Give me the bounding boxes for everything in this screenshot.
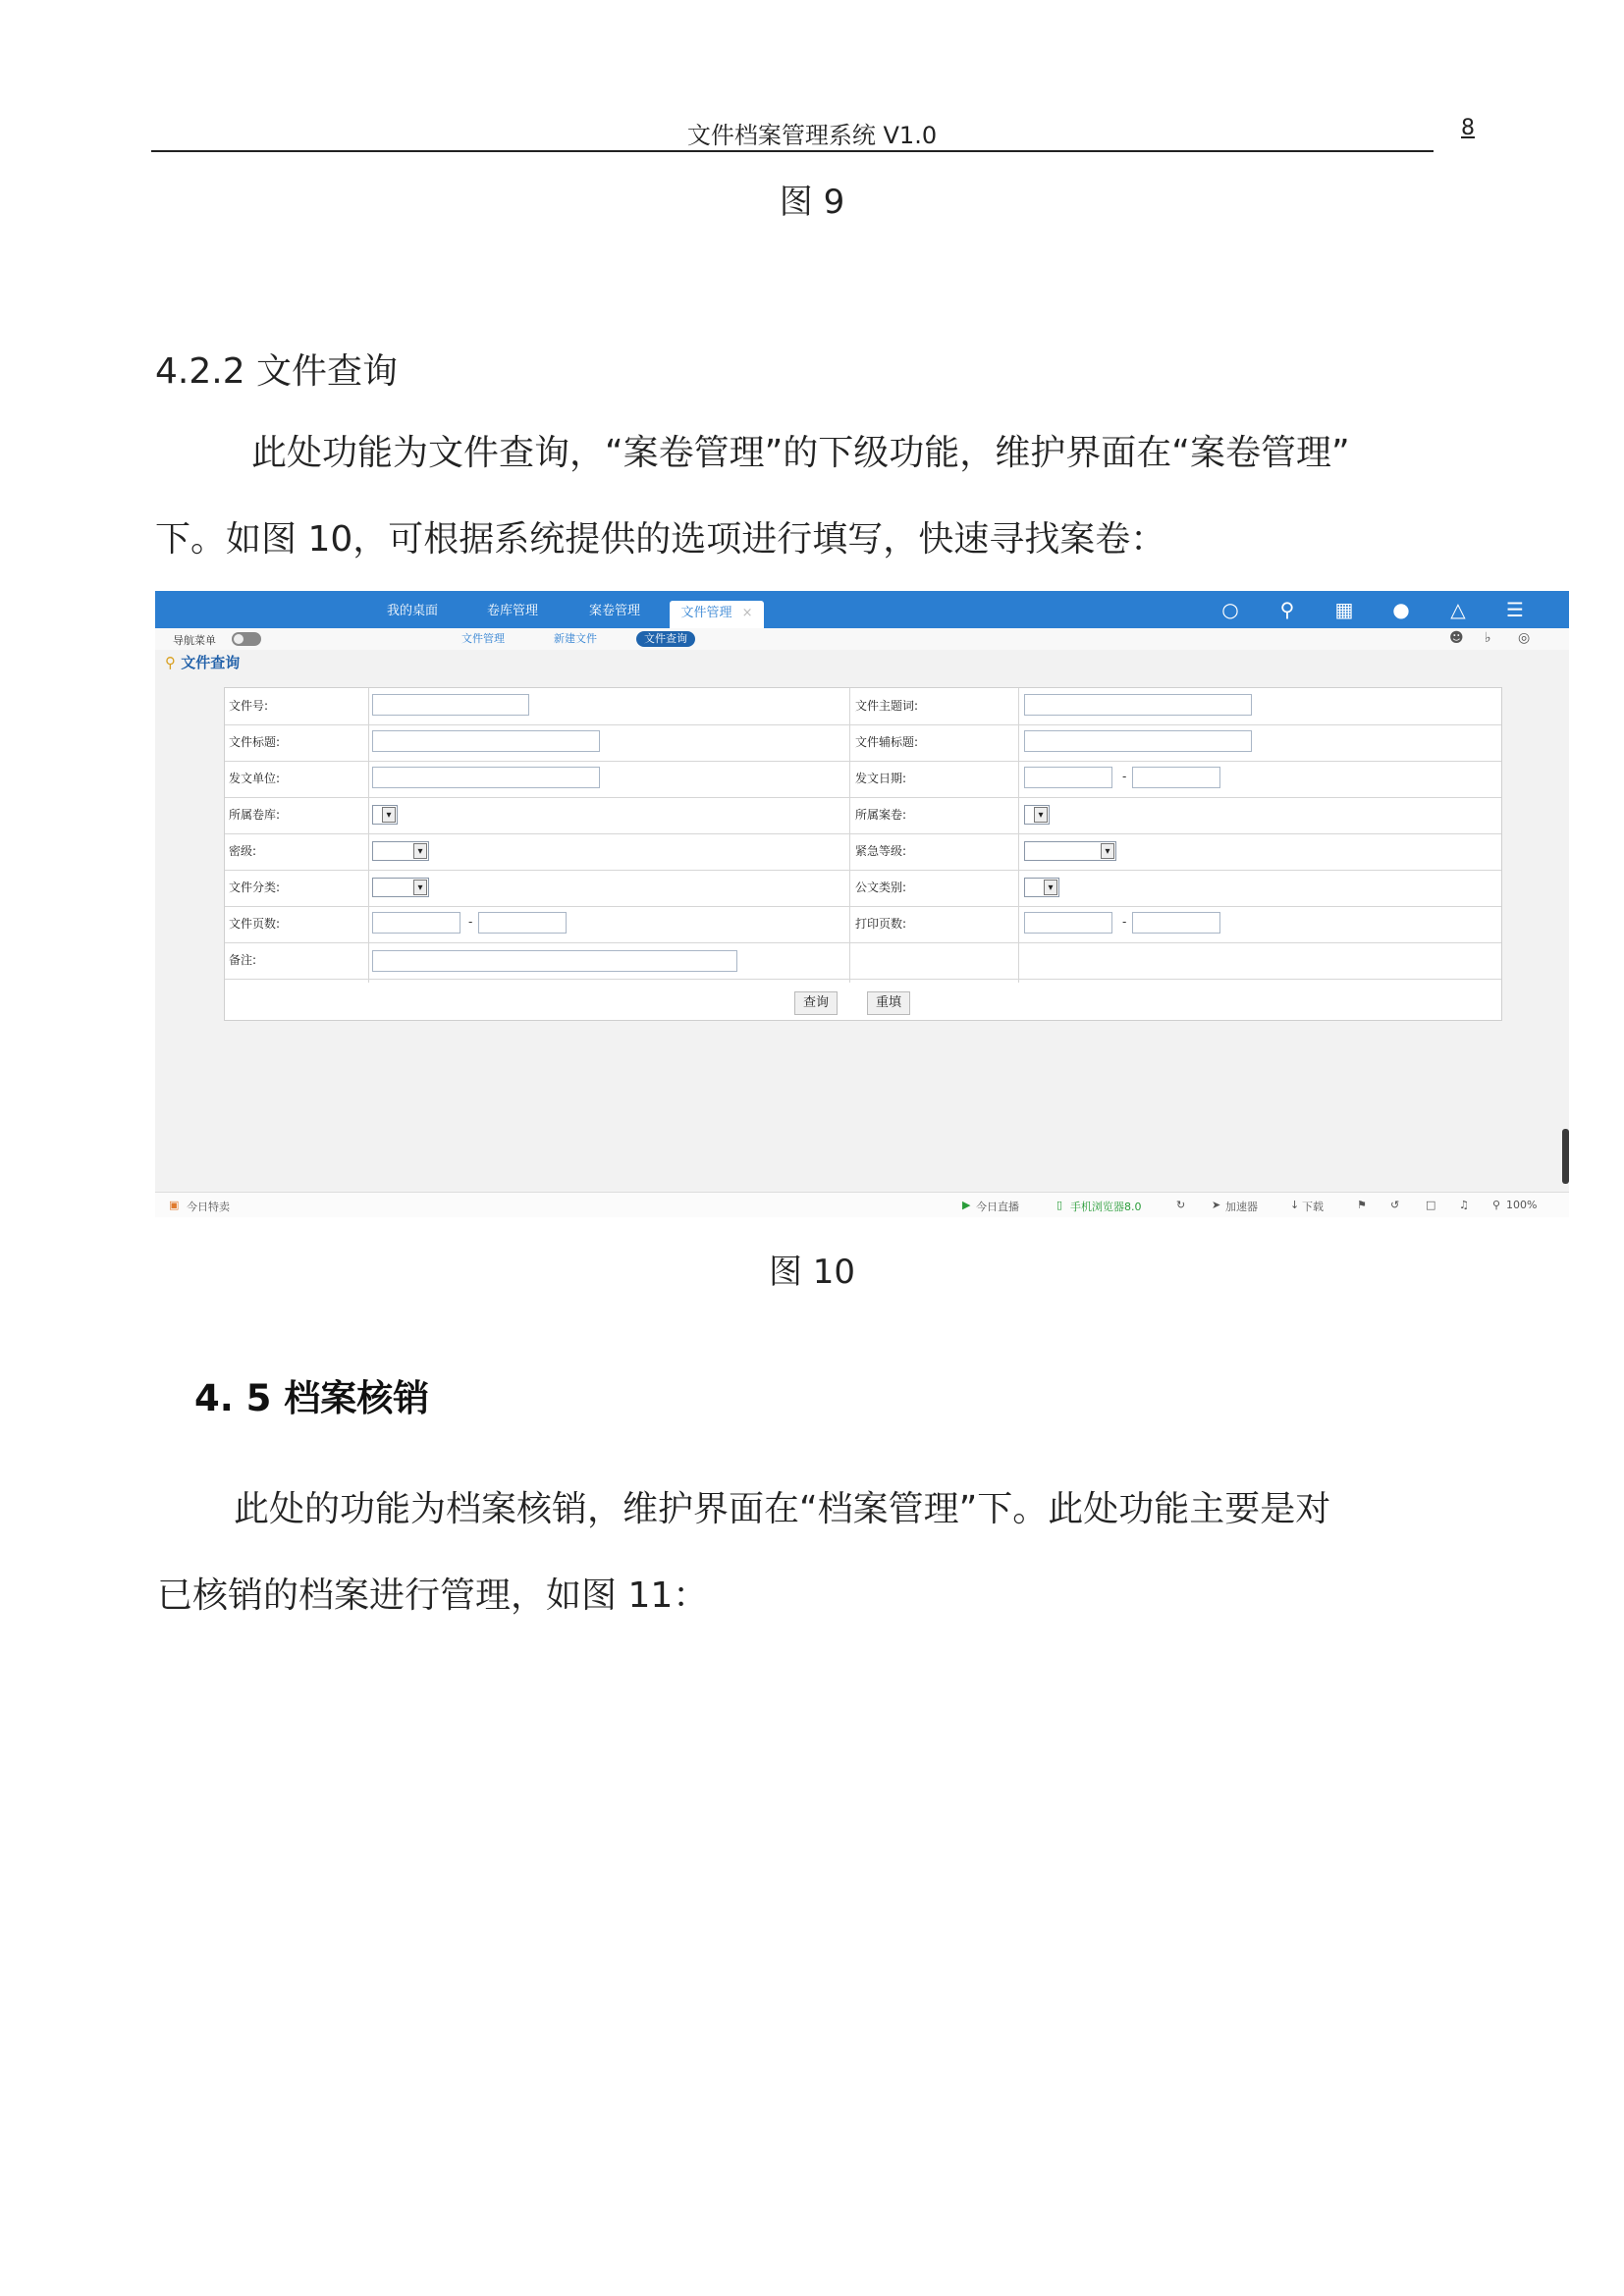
- gift-icon: ▣: [169, 1199, 180, 1211]
- label-doc-type: 公文类别:: [855, 881, 907, 894]
- query-section-title-text: 文件查询: [181, 654, 241, 671]
- label-issue-date: 发文日期:: [855, 772, 907, 785]
- browser-status-bar: [155, 1192, 1569, 1217]
- today-sale-link[interactable]: 今日特卖: [187, 1201, 230, 1213]
- figure-10-screenshot: [155, 591, 1569, 1217]
- print-count-to-input[interactable]: [1132, 912, 1220, 934]
- section-heading-4-5: 4. 5 档案核销: [194, 1377, 430, 1419]
- label-archive-case: 所属案卷:: [855, 808, 907, 822]
- paragraph-line-4: 已核销的档案进行管理，如图 11：: [157, 1575, 709, 1616]
- subtab-file-management[interactable]: 文件管理: [461, 632, 505, 645]
- form-row: [225, 761, 1501, 798]
- form-row: [225, 688, 1501, 725]
- query-button[interactable]: 查询: [794, 991, 838, 1015]
- label-print-count: 打印页数:: [855, 917, 907, 931]
- query-section-title: [165, 652, 240, 672]
- tab-archive-library[interactable]: 卷库管理: [486, 604, 538, 618]
- page-count-to-input[interactable]: [478, 912, 567, 934]
- label-page-count: 文件页数:: [229, 917, 281, 931]
- file-subject-input[interactable]: [1024, 694, 1252, 716]
- file-class-select[interactable]: [372, 878, 429, 897]
- search-icon[interactable]: ⚲: [1279, 598, 1295, 621]
- file-subtitle-input[interactable]: [1024, 730, 1252, 752]
- nav-menu-toggle[interactable]: [232, 632, 261, 646]
- download-icon: ↓: [1290, 1199, 1300, 1211]
- header-rule: [151, 150, 1434, 152]
- range-separator: -: [468, 915, 473, 929]
- document-header-title: 文件档案管理系统 V1.0: [686, 122, 938, 149]
- play-icon: ▶: [962, 1199, 971, 1211]
- menu-icon[interactable]: ☰: [1506, 598, 1524, 621]
- figure-10-caption: 图 10: [768, 1253, 856, 1292]
- mobile-browser-link[interactable]: 手机浏览器8.0: [1070, 1201, 1142, 1213]
- form-row: [225, 724, 1501, 762]
- label-remark: 备注:: [229, 953, 257, 967]
- subtab-file-query[interactable]: 文件查询: [636, 631, 695, 647]
- issuer-input[interactable]: [372, 767, 600, 788]
- figure-9-caption: 图 9: [779, 183, 845, 222]
- tab-file-management-label: 文件管理: [680, 606, 732, 620]
- range-separator: -: [1122, 915, 1127, 929]
- print-count-from-input[interactable]: [1024, 912, 1112, 934]
- rocket-icon: ➤: [1212, 1199, 1221, 1211]
- window-icon[interactable]: □: [1426, 1199, 1436, 1211]
- people-icon[interactable]: ☻: [1449, 630, 1464, 646]
- range-separator: -: [1122, 770, 1127, 783]
- bell-icon[interactable]: ♭: [1485, 630, 1491, 646]
- label-file-class: 文件分类:: [229, 881, 281, 894]
- form-row: [225, 906, 1501, 943]
- file-no-input[interactable]: [372, 694, 529, 716]
- paragraph-line-3: 此处的功能为档案核销，维护界面在“档案管理”下。此处功能主要是对: [234, 1489, 1331, 1529]
- tab-my-desktop[interactable]: 我的桌面: [386, 604, 438, 618]
- scrollbar-thumb[interactable]: [1562, 1129, 1569, 1184]
- label-urgency: 紧急等级:: [855, 844, 907, 858]
- hat-icon[interactable]: ●: [1392, 598, 1410, 621]
- sub-navigation-bar: [155, 628, 1569, 650]
- today-live-link[interactable]: 今日直播: [976, 1201, 1019, 1213]
- file-title-input[interactable]: [372, 730, 600, 752]
- form-row: [225, 797, 1501, 834]
- flag-icon[interactable]: ⚑: [1357, 1199, 1367, 1211]
- form-row: [225, 942, 1501, 980]
- form-row: [225, 870, 1501, 907]
- shirt-icon[interactable]: △: [1450, 598, 1466, 621]
- paragraph-line-1: 此处功能为文件查询，“案卷管理”的下级功能，维护界面在“案卷管理”: [251, 433, 1350, 473]
- nav-menu-label: 导航菜单: [173, 634, 216, 647]
- issue-date-to-input[interactable]: [1132, 767, 1220, 788]
- refresh-icon[interactable]: ↻: [1176, 1199, 1186, 1211]
- secret-level-select[interactable]: [372, 841, 429, 861]
- mobile-icon: ▯: [1056, 1199, 1063, 1211]
- file-query-form: [224, 687, 1502, 1021]
- accelerator-link[interactable]: 加速器: [1225, 1201, 1258, 1213]
- label-archive-lib: 所属卷库:: [229, 808, 281, 822]
- urgency-select[interactable]: [1024, 841, 1116, 861]
- download-link[interactable]: 下载: [1302, 1201, 1324, 1213]
- ie-icon[interactable]: ↺: [1390, 1199, 1400, 1211]
- section-heading-4-2-2: 4.2.2 文件查询: [155, 351, 399, 392]
- speaker-icon[interactable]: ♫: [1459, 1199, 1469, 1211]
- subtab-new-file[interactable]: 新建文件: [554, 632, 597, 645]
- page-number: 8: [1461, 116, 1475, 140]
- tab-close-icon[interactable]: ×: [741, 606, 753, 620]
- zoom-icon: ⚲: [1492, 1199, 1501, 1211]
- zoom-level[interactable]: 100%: [1506, 1199, 1538, 1211]
- label-file-subject: 文件主题词:: [855, 699, 919, 713]
- apps-icon[interactable]: ▦: [1334, 598, 1354, 621]
- magnifier-icon: ⚲: [165, 654, 176, 671]
- label-file-subtitle: 文件辅标题:: [855, 735, 919, 749]
- label-file-no: 文件号:: [229, 699, 269, 713]
- reset-button[interactable]: 重填: [867, 991, 910, 1015]
- top-navigation-bar: [155, 591, 1569, 628]
- user-icon[interactable]: ○: [1221, 598, 1239, 621]
- label-file-title: 文件标题:: [229, 735, 281, 749]
- page-count-from-input[interactable]: [372, 912, 460, 934]
- paragraph-line-2: 下。如图 10，可根据系统提供的选项进行填写，快速寻找案卷：: [155, 519, 1166, 560]
- form-row: [225, 833, 1501, 871]
- archive-case-select[interactable]: [1024, 805, 1050, 825]
- issue-date-from-input[interactable]: [1024, 767, 1112, 788]
- archive-lib-select[interactable]: [372, 805, 398, 825]
- tab-case-management[interactable]: 案卷管理: [588, 604, 640, 618]
- chat-icon[interactable]: ◎: [1518, 630, 1531, 646]
- doc-type-select[interactable]: [1024, 878, 1059, 897]
- tab-file-management[interactable]: [670, 601, 764, 628]
- label-secret-level: 密级:: [229, 844, 257, 858]
- remark-input[interactable]: [372, 950, 737, 972]
- label-issuer: 发文单位:: [229, 772, 281, 785]
